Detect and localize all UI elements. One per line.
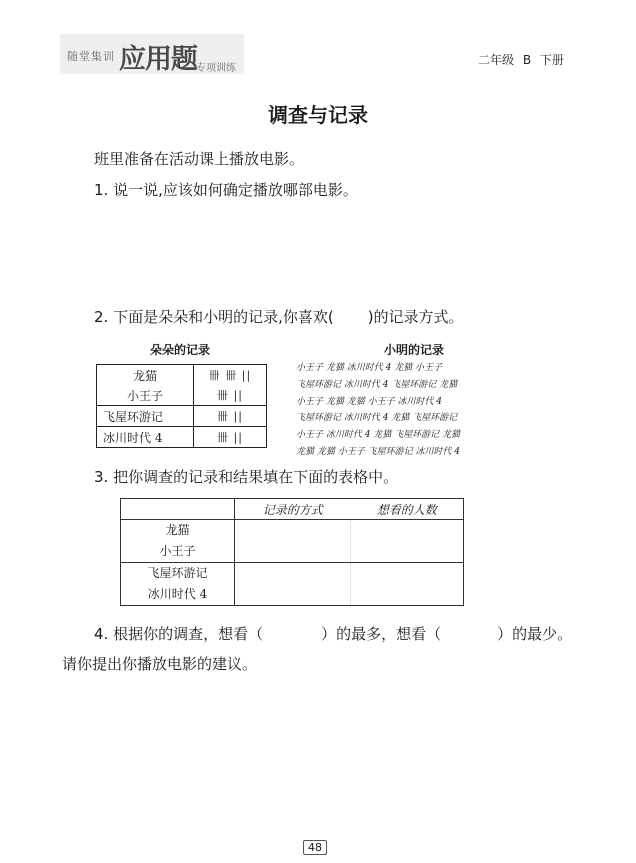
question-2 bbox=[94, 306, 464, 327]
duoduo-movie-name: 龙猫 bbox=[97, 365, 194, 386]
xiaoming-record-label: 小明的记录 bbox=[384, 343, 445, 357]
xiaoming-record-line: 小王子 龙猫 龙猫 小王子 冰川时代 4 bbox=[296, 396, 443, 407]
survey-movie-name: 飞屋环游记 bbox=[147, 566, 208, 580]
duoduo-record-label: 朵朵的记录 bbox=[150, 343, 211, 357]
survey-header-empty bbox=[121, 499, 235, 520]
xiaoming-record-line: 飞屋环游记 冰川时代 4 龙猫 飞屋环游记 bbox=[296, 413, 458, 424]
survey-header-method: 记录的方式 bbox=[235, 499, 351, 520]
logo-title: 应用题 bbox=[119, 44, 197, 75]
question-5: 请你提出你播放电影的建议。 bbox=[62, 655, 258, 673]
page-title: 调查与记录 bbox=[268, 103, 368, 127]
logo-small-text: 随堂集训 bbox=[67, 50, 115, 63]
duoduo-tally: 卌 || bbox=[194, 385, 267, 406]
intro-text: 班里准备在活动课上播放电影。 bbox=[94, 150, 305, 168]
survey-table bbox=[120, 498, 464, 606]
xiaoming-record-list bbox=[296, 360, 520, 461]
survey-movie-name: 龙猫 bbox=[165, 523, 190, 537]
question-4-part-b: ）的最多，想看（ bbox=[321, 625, 442, 643]
survey-movie-name: 小王子 bbox=[159, 544, 196, 558]
duoduo-tally: 卌 || bbox=[194, 427, 267, 448]
duoduo-tally: 卌 卌 || bbox=[194, 365, 267, 386]
survey-movie-name: 冰川时代 4 bbox=[147, 587, 208, 601]
xiaoming-record-line: 小王子 冰川时代 4 龙猫 飞屋环游记 龙猫 bbox=[296, 430, 461, 441]
question-4 bbox=[94, 623, 572, 644]
question-2-after: )的记录方式。 bbox=[367, 308, 464, 326]
duoduo-movie-name: 小王子 bbox=[97, 385, 194, 406]
xiaoming-record-line: 小王子 龙猫 冰川时代 4 龙猫 小王子 bbox=[296, 363, 443, 373]
question-4-part-a: 4. 根据你的调查，想看（ bbox=[94, 625, 264, 643]
duoduo-record-table bbox=[96, 364, 267, 448]
duoduo-movie-name: 冰川时代 4 bbox=[97, 427, 194, 448]
page-number: 48 bbox=[303, 840, 327, 855]
duoduo-tally: 卌 || bbox=[194, 406, 267, 427]
survey-count-cell[interactable] bbox=[351, 563, 464, 606]
question-2-before: 2. 下面是朵朵和小明的记录,你喜欢( bbox=[94, 308, 334, 326]
survey-header-count: 想看的人数 bbox=[351, 499, 464, 520]
grade-label: 二年级 B 下册 bbox=[478, 53, 564, 67]
survey-count-cell[interactable] bbox=[351, 520, 464, 563]
xiaoming-record-line: 龙猫 龙猫 小王子 飞屋环游记 冰川时代 4 bbox=[296, 446, 461, 457]
xiaoming-record-line: 飞屋环游记 冰川时代 4 飞屋环游记 龙猫 bbox=[296, 379, 458, 390]
duoduo-movie-name: 飞屋环游记 bbox=[97, 406, 194, 427]
logo-subtitle: 专项训练 bbox=[196, 63, 236, 74]
question-1: 1. 说一说,应该如何确定播放哪部电影。 bbox=[94, 181, 358, 199]
survey-group-label bbox=[121, 520, 235, 563]
question-3: 3. 把你调查的记录和结果填在下面的表格中。 bbox=[94, 468, 399, 486]
question-4-part-c: ）的最少。 bbox=[497, 625, 573, 643]
survey-method-cell[interactable] bbox=[235, 563, 351, 606]
survey-group-label bbox=[121, 563, 235, 606]
survey-method-cell[interactable] bbox=[235, 520, 351, 563]
